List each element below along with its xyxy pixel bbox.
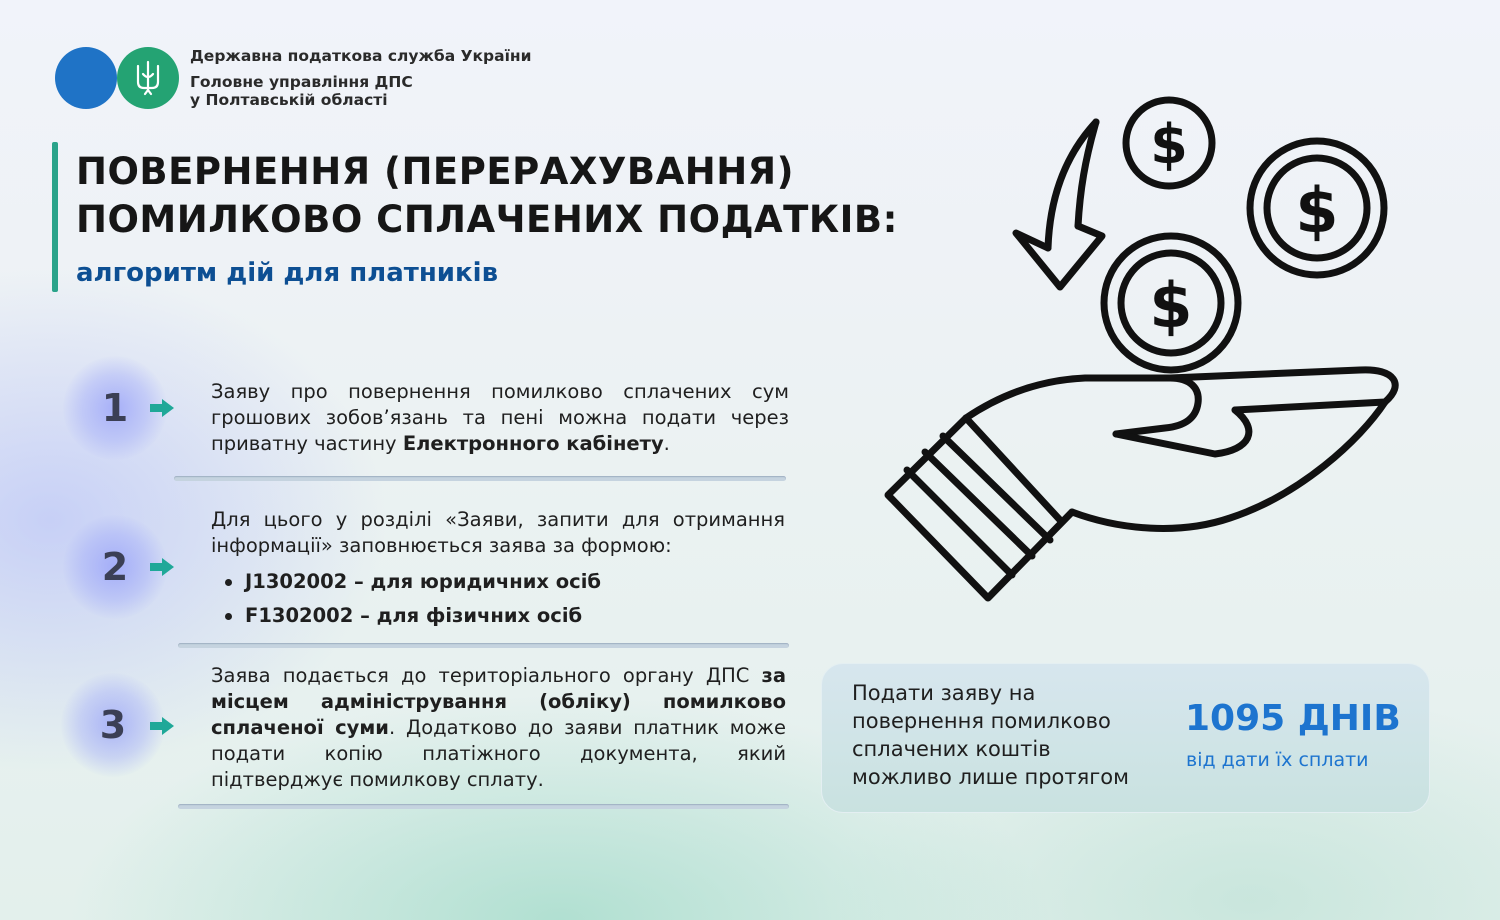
title-line-2: ПОМИЛКОВО СПЛАЧЕНИХ ПОДАТКІВ: xyxy=(76,198,898,241)
info-line-2: повернення помилково xyxy=(852,709,1111,733)
deadline-info-box xyxy=(821,663,1430,813)
org-line-2: Головне управління ДПС xyxy=(190,73,413,91)
form-list xyxy=(211,565,785,633)
trident-icon xyxy=(134,60,162,96)
return-arrow-icon xyxy=(1016,122,1102,287)
logo xyxy=(55,47,179,109)
info-line-3: сплачених коштів xyxy=(852,737,1051,761)
title-accent-bar xyxy=(52,142,58,292)
arrow-right-icon xyxy=(150,717,174,735)
org-name xyxy=(190,45,531,111)
step-divider-2 xyxy=(178,643,789,648)
step-3-text-after: . Додатково до заяви платник може подати копію платіжного документа, який підтверджує помилкову сплату. xyxy=(211,716,786,791)
arrow-right-icon xyxy=(150,399,174,417)
step-1-text-main: Заяву про повернення помилково сплачених сум грошових зобов’язань та пені можна подати через приватну частину xyxy=(211,380,789,455)
dollar-sign: $ xyxy=(1149,269,1193,342)
step-3-text-bold: за місцем адміністрування (обліку) помилково сплаченої суми xyxy=(211,664,786,739)
step-3-text-before: Заява подається до територіального органу ДПС xyxy=(211,664,762,687)
dollar-sign: $ xyxy=(1295,174,1339,247)
info-line-4: можливо лише протягом xyxy=(852,765,1129,789)
arrow-right-icon xyxy=(150,558,174,576)
title-line-1: ПОВЕРНЕННЯ (ПЕРЕРАХУВАННЯ) xyxy=(76,150,795,193)
step-divider-3 xyxy=(178,804,789,809)
step-2-text-main: Для цього у розділі «Заяви, запити для отримання інформації» заповнюється заява за формою: xyxy=(211,508,785,557)
logo-blue-circle xyxy=(55,47,117,109)
form-item-j1302002: J1302002 – для юридичних осіб xyxy=(211,565,785,599)
step-2-text xyxy=(211,507,785,633)
logo-green-circle xyxy=(117,47,179,109)
info-line-1: Подати заяву на xyxy=(852,681,1036,705)
page-title xyxy=(76,148,898,244)
step-1-text-tail: . xyxy=(663,432,670,455)
step-3-number: 3 xyxy=(73,685,153,765)
deadline-days: 1095 ДНІВ xyxy=(1185,698,1401,739)
deadline-days-sub: від дати їх сплати xyxy=(1186,749,1369,771)
step-1-number: 1 xyxy=(75,368,155,448)
step-3-text xyxy=(211,663,786,793)
form-item-f1302002: F1302002 – для фізичних осіб xyxy=(211,599,785,633)
deadline-info-text xyxy=(852,679,1129,791)
step-1-text-bold: Електронного кабінету xyxy=(402,432,664,455)
page-subtitle: алгоритм дій для платників xyxy=(76,258,499,288)
dollar-sign: $ xyxy=(1150,113,1188,176)
open-hand-icon xyxy=(888,370,1395,598)
step-2-number: 2 xyxy=(75,527,155,607)
org-line-1: Державна податкова служба України xyxy=(190,47,532,65)
money-return-illustration xyxy=(880,95,1410,610)
org-line-3: у Полтавській області xyxy=(190,91,388,109)
step-divider-1 xyxy=(174,476,786,481)
step-1-text xyxy=(211,379,789,457)
